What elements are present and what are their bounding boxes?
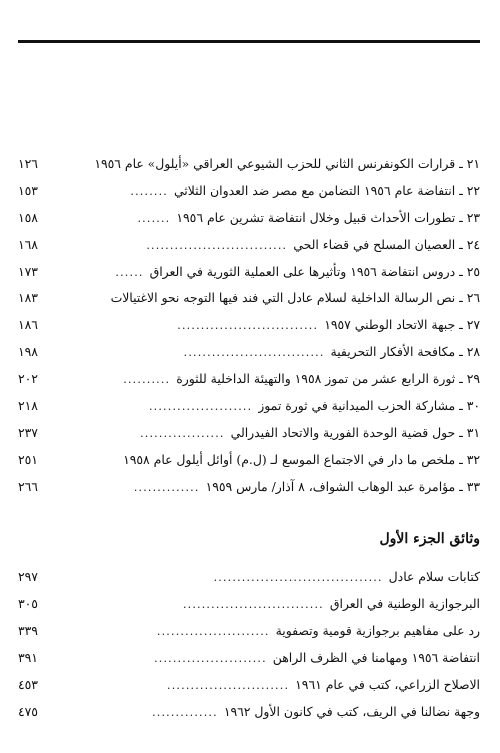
document-entry (18, 644, 480, 671)
document-entry-title: البرجوازية الوطنية في العراق (329, 596, 480, 612)
toc-entry (18, 447, 480, 474)
toc-leader-dots: .............................. (182, 598, 324, 612)
document-entry-title: وجهة نضالنا في الريف، كتب في كانون الأول ١٩٦٢ (223, 704, 480, 720)
toc-entry (18, 339, 480, 366)
toc-page-number: ١٨٦ (18, 317, 38, 333)
toc-leader-dots: .............................. (183, 346, 325, 360)
toc-entry-title: ٢٤ ـ العصيان المسلح في قضاء الحي (293, 236, 480, 252)
toc-page-number: ١٦٨ (18, 236, 38, 252)
toc-page-number: ٢١٨ (18, 398, 38, 414)
toc-leader-dots: .............. (133, 480, 200, 494)
toc-page-number: ١٥٨ (18, 209, 38, 225)
toc-leader-dots: ........ (130, 184, 168, 198)
toc-entry-title: ٣٢ ـ ملخص ما دار في الاجتماع الموسع لـ (ل.م) أوائل أيلول عام ١٩٥٨ (123, 451, 480, 467)
toc-leader-dots: .......... (123, 373, 171, 387)
toc-leader-dots: ....... (137, 211, 171, 225)
toc-entry (18, 474, 480, 501)
document-entry-title: الاصلاح الزراعي، كتب في عام ١٩٦١ (295, 677, 480, 693)
toc-entry (18, 420, 480, 447)
toc-page-number: ٢٥١ (18, 451, 38, 467)
toc-leader-dots: .................................... (213, 571, 383, 584)
toc-leader-dots: .......................... (167, 679, 290, 693)
toc-entry-title: ٣١ ـ حول قضية الوحدة الفورية والاتحاد الفيدرالي (230, 424, 480, 440)
document-entry-title: انتفاضة ١٩٥٦ ومهامنا في الظرف الراهن (272, 650, 480, 666)
toc-entry-title: ٢٥ ـ دروس انتفاضة ١٩٥٦ وتأثيرها على العملية الثورية في العراق (149, 263, 480, 279)
document-page-number: ٣٩١ (18, 650, 38, 666)
toc-entry (18, 232, 480, 259)
toc-entry-title: ٢٧ ـ جبهة الاتحاد الوطني ١٩٥٧ (324, 317, 480, 333)
toc-leader-dots: .............. (152, 706, 218, 720)
top-rule (18, 40, 480, 43)
toc-entry-title: ٢١ ـ قرارات الكونفرنس الثاني للحزب الشيوعي العراقي «أيلول» عام ١٩٥٦ (94, 156, 480, 171)
toc-page-number: ١٢٦ (18, 156, 38, 171)
toc-entry (18, 285, 480, 312)
document-page-number: ٣٠٥ (18, 596, 38, 612)
toc-entry-title: ٣٠ ـ مشاركة الحزب الميدانية في ثورة تموز (258, 398, 480, 414)
toc-page-number: ٢٣٧ (18, 424, 38, 440)
toc-leader-dots: ........................ (156, 625, 270, 639)
document-page-number: ٤٥٣ (18, 677, 38, 693)
toc-entry-title: ٢٨ ـ مكافحة الأفكار التحريفية (330, 344, 480, 360)
document-entry (18, 617, 480, 644)
documents-list (18, 563, 480, 726)
toc-page-number: ١٨٣ (18, 290, 38, 306)
document-page-number: ٢٩٧ (18, 569, 38, 584)
toc-main-list (18, 151, 480, 501)
toc-entry (18, 259, 480, 286)
toc-page-number: ٢٦٦ (18, 478, 38, 494)
toc-entry (18, 151, 480, 178)
document-entry (18, 563, 480, 590)
toc-entry (18, 178, 480, 205)
toc-entry-title: ٢٩ ـ ثورة الرابع عشر من تموز ١٩٥٨ والتهيئة الداخلية للثورة (176, 371, 480, 387)
toc-page-number: ١٩٨ (18, 344, 38, 360)
toc-entry (18, 366, 480, 393)
toc-leader-dots: .............................. (146, 238, 288, 252)
document-entry-title: كتابات سلام عادل (388, 569, 480, 584)
toc-entry (18, 312, 480, 339)
toc-page-number: ١٧٣ (18, 263, 38, 279)
toc-leader-dots: ........................ (154, 652, 267, 666)
toc-entry (18, 393, 480, 420)
toc-page-number: ٢٠٢ (18, 371, 38, 387)
documents-section-heading: وثائق الجزء الأول (379, 531, 480, 547)
toc-entry-title: ٢٢ ـ انتفاضة عام ١٩٥٦ التضامن مع مصر ضد العدوان الثلاثي (173, 182, 480, 198)
toc-entry-title: ٢٦ ـ نص الرسالة الداخلية لسلام عادل التي فند فيها التوجه نحو الاغتيالات (110, 290, 480, 306)
toc-leader-dots: ...................... (148, 400, 253, 414)
toc-entry-title: ٣٣ ـ مؤامرة عبد الوهاب الشواف، ٨ آذار/ مارس ١٩٥٩ (205, 478, 480, 494)
toc-entry (18, 205, 480, 232)
document-entry (18, 590, 480, 617)
document-page-number: ٤٧٥ (18, 704, 38, 720)
toc-leader-dots: .................. (140, 426, 225, 440)
toc-leader-dots: .............................. (177, 319, 319, 333)
document-entry-title: رد على مفاهيم برجوازية قومية وتصفوية (275, 623, 480, 639)
toc-entry-title: ٢٣ ـ تطورات الأحداث قبيل وخلال انتفاضة تشرين عام ١٩٥٦ (176, 209, 480, 225)
toc-page-number: ١٥٣ (18, 182, 38, 198)
toc-leader-dots: ...... (115, 265, 144, 279)
document-entry (18, 698, 480, 725)
document-entry (18, 671, 480, 698)
document-page-number: ٣٣٩ (18, 623, 38, 639)
